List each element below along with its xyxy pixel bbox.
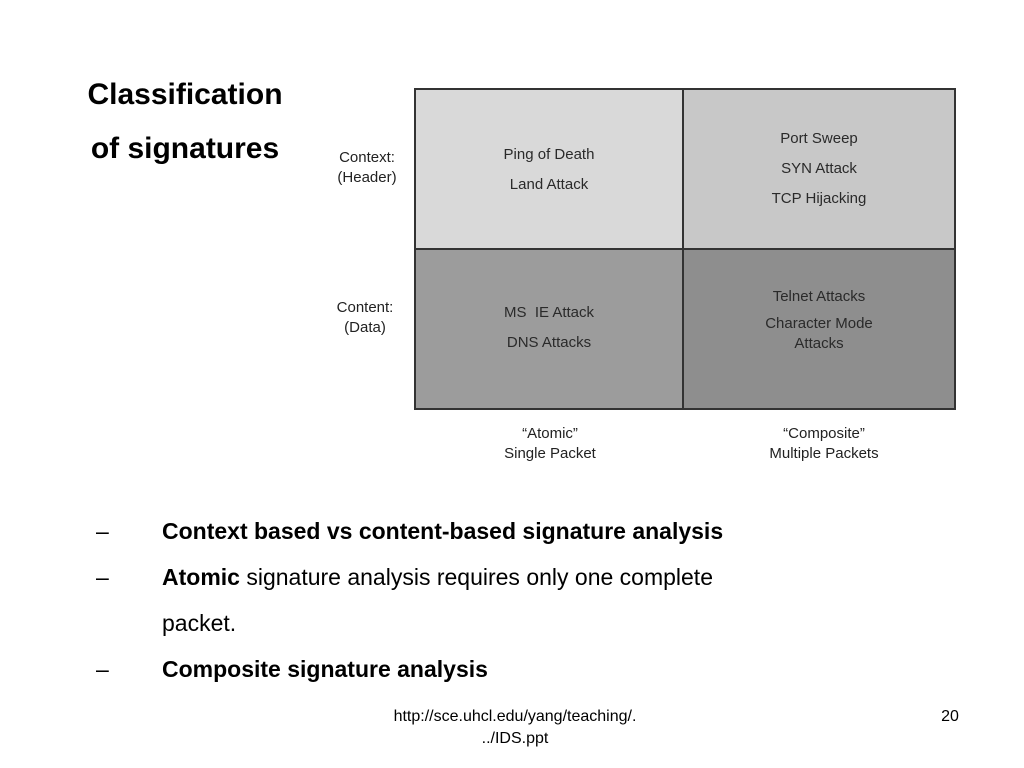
column-label-atomic-line1: “Atomic” xyxy=(522,425,578,442)
cell-item: Attacks xyxy=(794,335,844,352)
footer-url-line2: ../IDS.ppt xyxy=(481,730,549,747)
cell-item: Port Sweep xyxy=(780,130,858,147)
row-label-context-line1: Context: xyxy=(339,149,395,166)
row-label-context-line2: (Header) xyxy=(337,169,397,186)
bullet-bold-text: Atomic xyxy=(162,564,240,590)
cell-item: Land Attack xyxy=(509,176,589,193)
cell-item: SYN Attack xyxy=(781,160,857,177)
column-label-atomic-line2: Single Packet xyxy=(504,445,596,462)
slide-title-line2: of signatures xyxy=(90,132,280,165)
row-label-content-line2: (Data) xyxy=(344,319,386,336)
bullet-text-continued: packet. xyxy=(162,610,237,636)
row-label-context xyxy=(322,148,412,188)
column-label-atomic xyxy=(450,424,650,464)
bullet-text: signature analysis requires only one complete xyxy=(239,564,713,590)
column-label-composite-line2: Multiple Packets xyxy=(769,445,879,462)
bullet-dash: – xyxy=(96,564,109,590)
cell-item: Telnet Attacks xyxy=(772,288,866,305)
bullet-item xyxy=(96,554,896,646)
cell-item: MS IE Attack xyxy=(503,304,595,321)
footer-source-url xyxy=(340,706,690,750)
classification-grid xyxy=(414,88,956,410)
cell-content-atomic xyxy=(416,250,684,408)
column-label-composite xyxy=(724,424,924,464)
bullet-item xyxy=(96,646,896,692)
cell-item: DNS Attacks xyxy=(506,334,592,351)
cell-item: TCP Hijacking xyxy=(771,190,867,207)
row-label-content xyxy=(320,298,410,338)
signature-classification-figure xyxy=(318,80,968,480)
bullet-bold-text: Composite signature analysis xyxy=(162,656,488,682)
page-number: 20 xyxy=(941,708,959,725)
bullet-item xyxy=(96,508,896,554)
column-label-composite-line1: “Composite” xyxy=(783,425,865,442)
cell-context-composite xyxy=(684,90,954,250)
row-label-content-line1: Content: xyxy=(336,299,394,316)
footer-url-line1: http://sce.uhcl.edu/yang/teaching/. xyxy=(393,708,637,725)
bullet-list xyxy=(96,508,896,692)
slide-title-line1: Classification xyxy=(87,78,283,111)
cell-item: Ping of Death xyxy=(503,146,595,163)
cell-content-composite xyxy=(684,250,954,408)
slide-title xyxy=(60,68,310,176)
bullet-dash: – xyxy=(96,656,109,682)
cell-item: Character Mode xyxy=(765,315,873,332)
bullet-dash: – xyxy=(96,518,109,544)
bullet-bold-text: Context based vs content-based signature analysis xyxy=(162,518,724,544)
cell-context-atomic xyxy=(416,90,684,250)
